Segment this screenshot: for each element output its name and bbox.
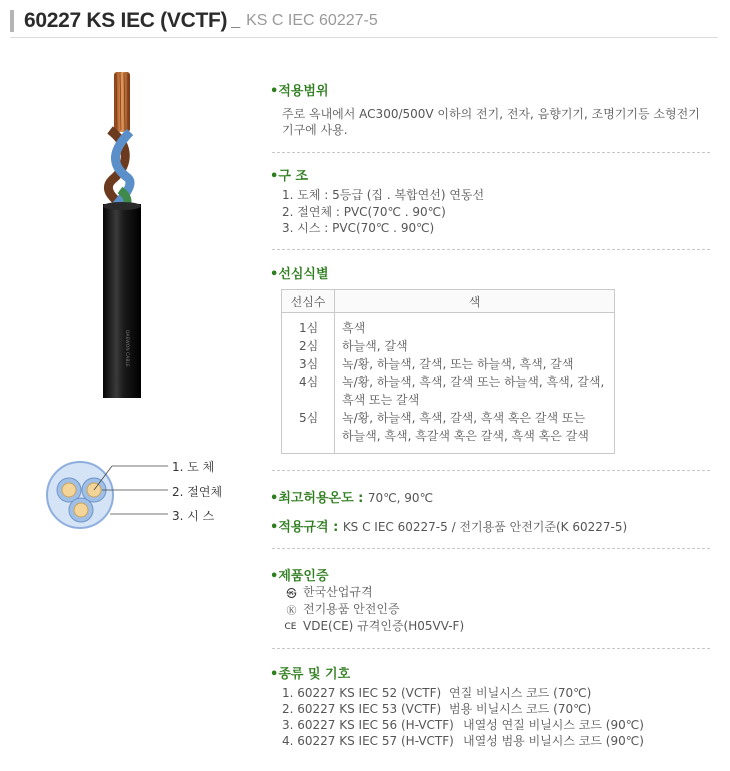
core-color-table	[281, 289, 615, 454]
table-cell-color: 흑색 또는 갈색	[342, 393, 420, 407]
title-separator: _	[231, 12, 241, 29]
table-body	[282, 313, 614, 454]
header-divider	[10, 37, 718, 38]
construction-item: 3. 시스 : PVC(70℃ . 90℃)	[282, 221, 435, 235]
construction-item: 2. 절연체 : PVC(70℃ . 90℃)	[282, 205, 446, 219]
type-symbol: (VCTF)	[401, 686, 442, 700]
max-temp-value: 70℃, 90℃	[367, 491, 434, 505]
scope-text-line1: 주로 옥내에서 AC300/500V 이하의 전기, 전자, 음향기기, 조명기기등 소형전기	[282, 107, 700, 121]
cable-print-text: DAEWON CABLE	[124, 330, 129, 367]
title-accent-bar	[10, 10, 14, 32]
table-cell-color: 녹/황, 하늘색, 갈색, 또는 하늘색, 흑색, 갈색	[342, 357, 574, 371]
type-symbol: (H-VCTF)	[401, 718, 454, 732]
kc-safety-mark-icon: Ⓚ	[286, 606, 297, 617]
ce-mark-icon: CE	[284, 621, 297, 632]
table-cell-color: 녹/황, 하늘색, 흑색, 갈색, 흑색 혹은 갈색 또는	[342, 411, 586, 425]
type-code: 2. 60227 KS IEC 53	[282, 702, 398, 716]
cable-product-image	[90, 70, 160, 400]
table-cell-cores: 2심	[299, 339, 319, 353]
table-cell-cores: 1심	[299, 321, 319, 335]
color-column	[335, 313, 614, 454]
type-symbol: (H-VCTF)	[401, 734, 454, 748]
page-header	[10, 9, 378, 33]
cores-column	[282, 313, 335, 454]
certification-label: VDE(CE) 규격인증(H05VV-F)	[303, 619, 465, 633]
table-header-cores: 선심수	[282, 290, 335, 312]
legend-sheath: 3. 시 스	[172, 509, 215, 523]
table-cell-color: 녹/황, 하늘색, 흑색, 갈색 또는 하늘색, 흑색, 갈색,	[342, 375, 605, 389]
type-code: 1. 60227 KS IEC 52	[282, 686, 398, 700]
scope-text-line2: 기구에 사용.	[282, 123, 348, 137]
section-title-max-temp: •최고허용온도 : 70℃, 90℃	[270, 491, 434, 506]
certification-label: 전기용품 안전인증	[303, 602, 400, 616]
type-name: 범용 비닐시스 코드 (70℃)	[449, 702, 592, 716]
type-name: 내열성 연질 비닐시스 코드 (90℃)	[463, 718, 644, 732]
table-cell-cores: 4심	[299, 375, 319, 389]
construction-item: 1. 도체 : 5등급 (집 . 복합연선) 연동선	[282, 188, 485, 202]
page-title: 60227 KS IEC (VCTF)	[24, 9, 228, 32]
section-divider	[272, 249, 710, 250]
section-divider	[272, 470, 710, 471]
table-cell-color: 하늘색, 갈색	[342, 339, 408, 353]
twisted-cores	[108, 130, 130, 210]
section-title-types: •종류 및 기호	[270, 667, 351, 682]
table-cell-cores: 3심	[299, 357, 319, 371]
section-divider	[272, 152, 710, 153]
table-header-row	[282, 290, 614, 313]
page-subtitle: KS C IEC 60227-5	[246, 12, 378, 29]
table-header-color: 색	[468, 294, 481, 309]
type-code: 4. 60227 KS IEC 57	[282, 734, 398, 748]
table-cell-color: 흑색	[342, 321, 366, 335]
type-symbol: (VCTF)	[401, 702, 442, 716]
standard-value: KS C IEC 60227-5 / 전기용품 안전기준(K 60227-5)	[342, 520, 628, 534]
type-code: 3. 60227 KS IEC 56	[282, 718, 398, 732]
section-title-construction: •구 조	[270, 169, 308, 184]
section-divider	[272, 648, 710, 649]
type-name: 내열성 범용 비닐시스 코드 (90℃)	[463, 734, 644, 748]
section-divider	[272, 548, 710, 549]
legend-conductor: 1. 도 체	[172, 460, 215, 474]
table-cell-cores: 5심	[299, 411, 319, 425]
section-title-core-identification: •선심식별	[270, 267, 329, 282]
cable-sheath	[103, 202, 141, 398]
section-title-certification: •제품인증	[270, 569, 329, 584]
legend-insulation: 2. 절연체	[172, 485, 223, 499]
type-name: 연질 비닐시스 코드 (70℃)	[449, 686, 592, 700]
table-cell-color: 하늘색, 흑색, 흑갈색 혹은 갈색, 흑색 혹은 갈색	[342, 429, 589, 443]
section-title-standard: •적용규격 : KS C IEC 60227-5 / 전기용품 안전기준(K 60227-5)	[270, 520, 628, 535]
ks-mark-icon: ㉿	[286, 589, 297, 600]
certification-label: 한국산업규격	[303, 585, 373, 599]
section-title-scope: •적용범위	[270, 84, 329, 99]
copper-conductor	[114, 72, 130, 132]
cable-cross-section	[40, 450, 180, 540]
